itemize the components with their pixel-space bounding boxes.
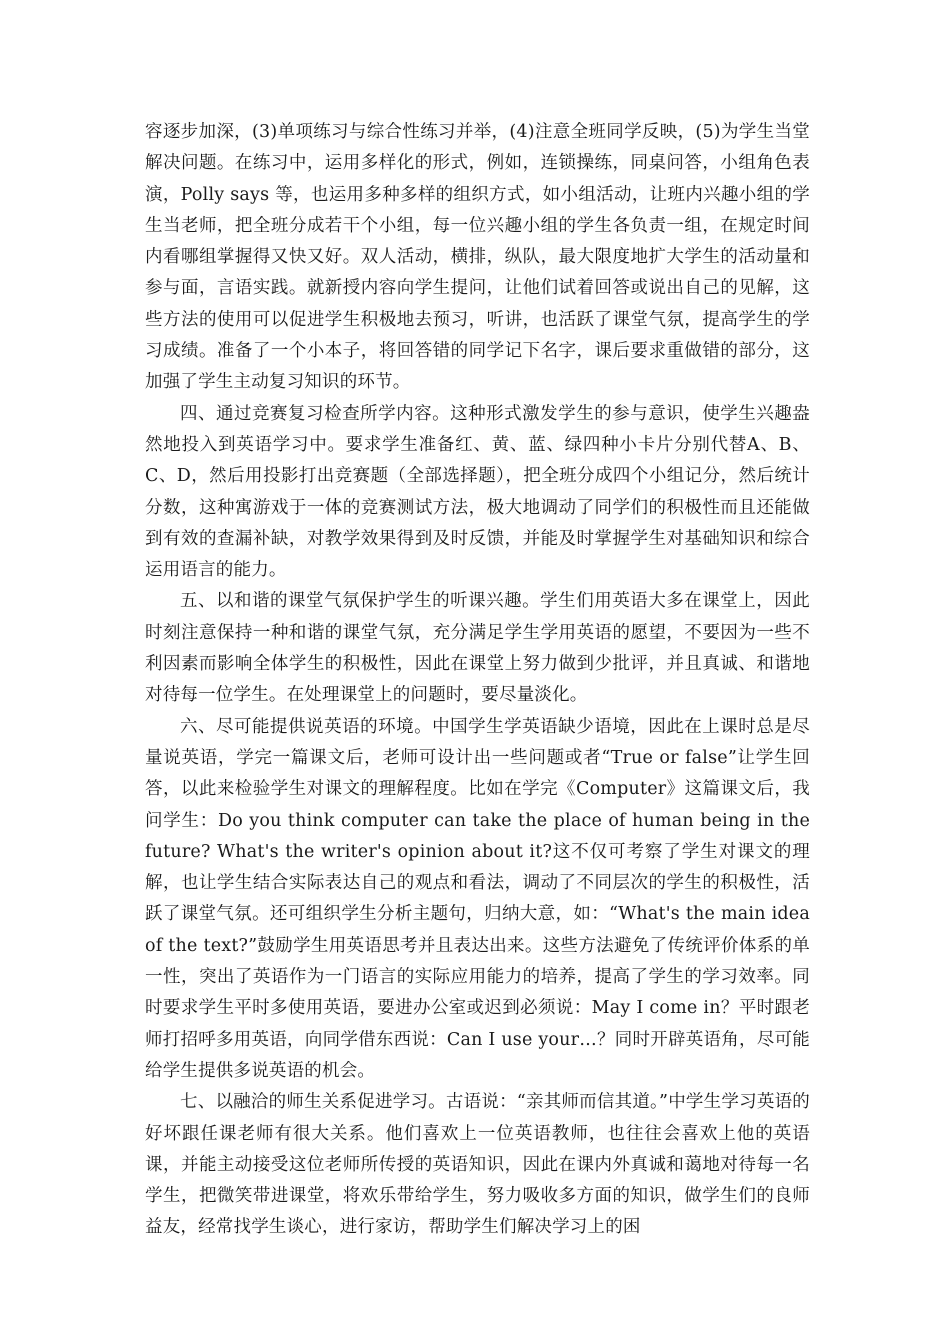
paragraph-continuation: 容逐步加深，(3)单项练习与综合性练习并举，(4)注意全班同学反映，(5)为学生当堂解决问题。在练习中，运用多样化的形式，例如，连锁操练，同桌问答，小组角色表演，Polly says 等，也运用多种多样的组织方式，如小组活动，让班内兴趣小组的学生当老师，把全班分成若干个小组，每一位兴趣小组的学生各负责一组，在规定时间内看哪组掌握得又快又好。双人活动，横排，纵队，最大限度地扩大学生的活动量和参与面，言语实践。就新授内容向学生提问，让他们试着回答或说出自己的见解，这些方法的使用可以促进学生积极地去预习，听讲，也活跃了课堂气氛，提高学生的学习成绩。准备了一个小本子，将回答错的同学记下名字，课后要求重做错的部分，这加强了学生主动复习知识的环节。 [145, 122, 810, 393]
document-body [145, 117, 810, 1244]
paragraph-section-4: 四、通过竞赛复习检查所学内容。这种形式激发学生的参与意识，使学生兴趣盎然地投入到英语学习中。要求学生准备红、黄、蓝、绿四种小卡片分别代替A、B、C、D，然后用投影打出竞赛题（全部选择题），把全班分成四个小组记分，然后统计分数，这种寓游戏于一体的竞赛测试方法，极大地调动了同学们的积极性而且还能做到有效的查漏补缺，对教学效果得到及时反馈，并能及时掌握学生对基础知识和综合运用语言的能力。 [145, 403, 810, 581]
paragraph-section-7: 七、以融洽的师生关系促进学习。古语说：“亲其师而信其道。”中学生学习英语的好坏跟任课老师有很大关系。他们喜欢上一位英语教师，也往往会喜欢上他的英语课，并能主动接受这位老师所传授的英语知识，因此在课内外真诚和蔼地对待每一名学生，把微笑带进课堂，将欢乐带给学生，努力吸收多方面的知识，做学生们的良师益友，经常找学生谈心，进行家访，帮助学生们解决学习上的困 [145, 1092, 810, 1238]
paragraph-section-5: 五、以和谐的课堂气氛保护学生的听课兴趣。学生们用英语大多在课堂上，因此时刻注意保持一种和谐的课堂气氛，充分满足学生学用英语的愿望，不要因为一些不利因素而影响全体学生的积极性，因此在课堂上努力做到少批评，并且真诚、和谐地对待每一位学生。在处理课堂上的问题时，要尽量淡化。 [145, 591, 810, 706]
paragraph-section-6: 六、尽可能提供说英语的环境。中国学生学英语缺少语境，因此在上课时总是尽量说英语，学完一篇课文后，老师可设计出一些问题或者“True or false”让学生回答，以此来检验学生对课文的理解程度。比如在学完《Computer》这篇课文后，我问学生：Do you think computer can take the place of human being in the future? What's the writer's opinion about it?这不仅可考察了学生对课文的理解，也让学生结合实际表达自己的观点和看法，调动了不同层次的学生的积极性，活跃了课堂气氛。还可组织学生分析主题句，归纳大意，如：“What's the main idea of the text?”鼓励学生用英语思考并且表达出来。这些方法避免了传统评价体系的单一性，突出了英语作为一门语言的实际应用能力的培养，提高了学生的学习效率。同时要求学生平时多使用英语，要进办公室或迟到必须说：May I come in？平时跟老师打招呼多用英语，向同学借东西说：Can I use your…？同时开辟英语角，尽可能给学生提供多说英语的机会。 [145, 716, 810, 1081]
